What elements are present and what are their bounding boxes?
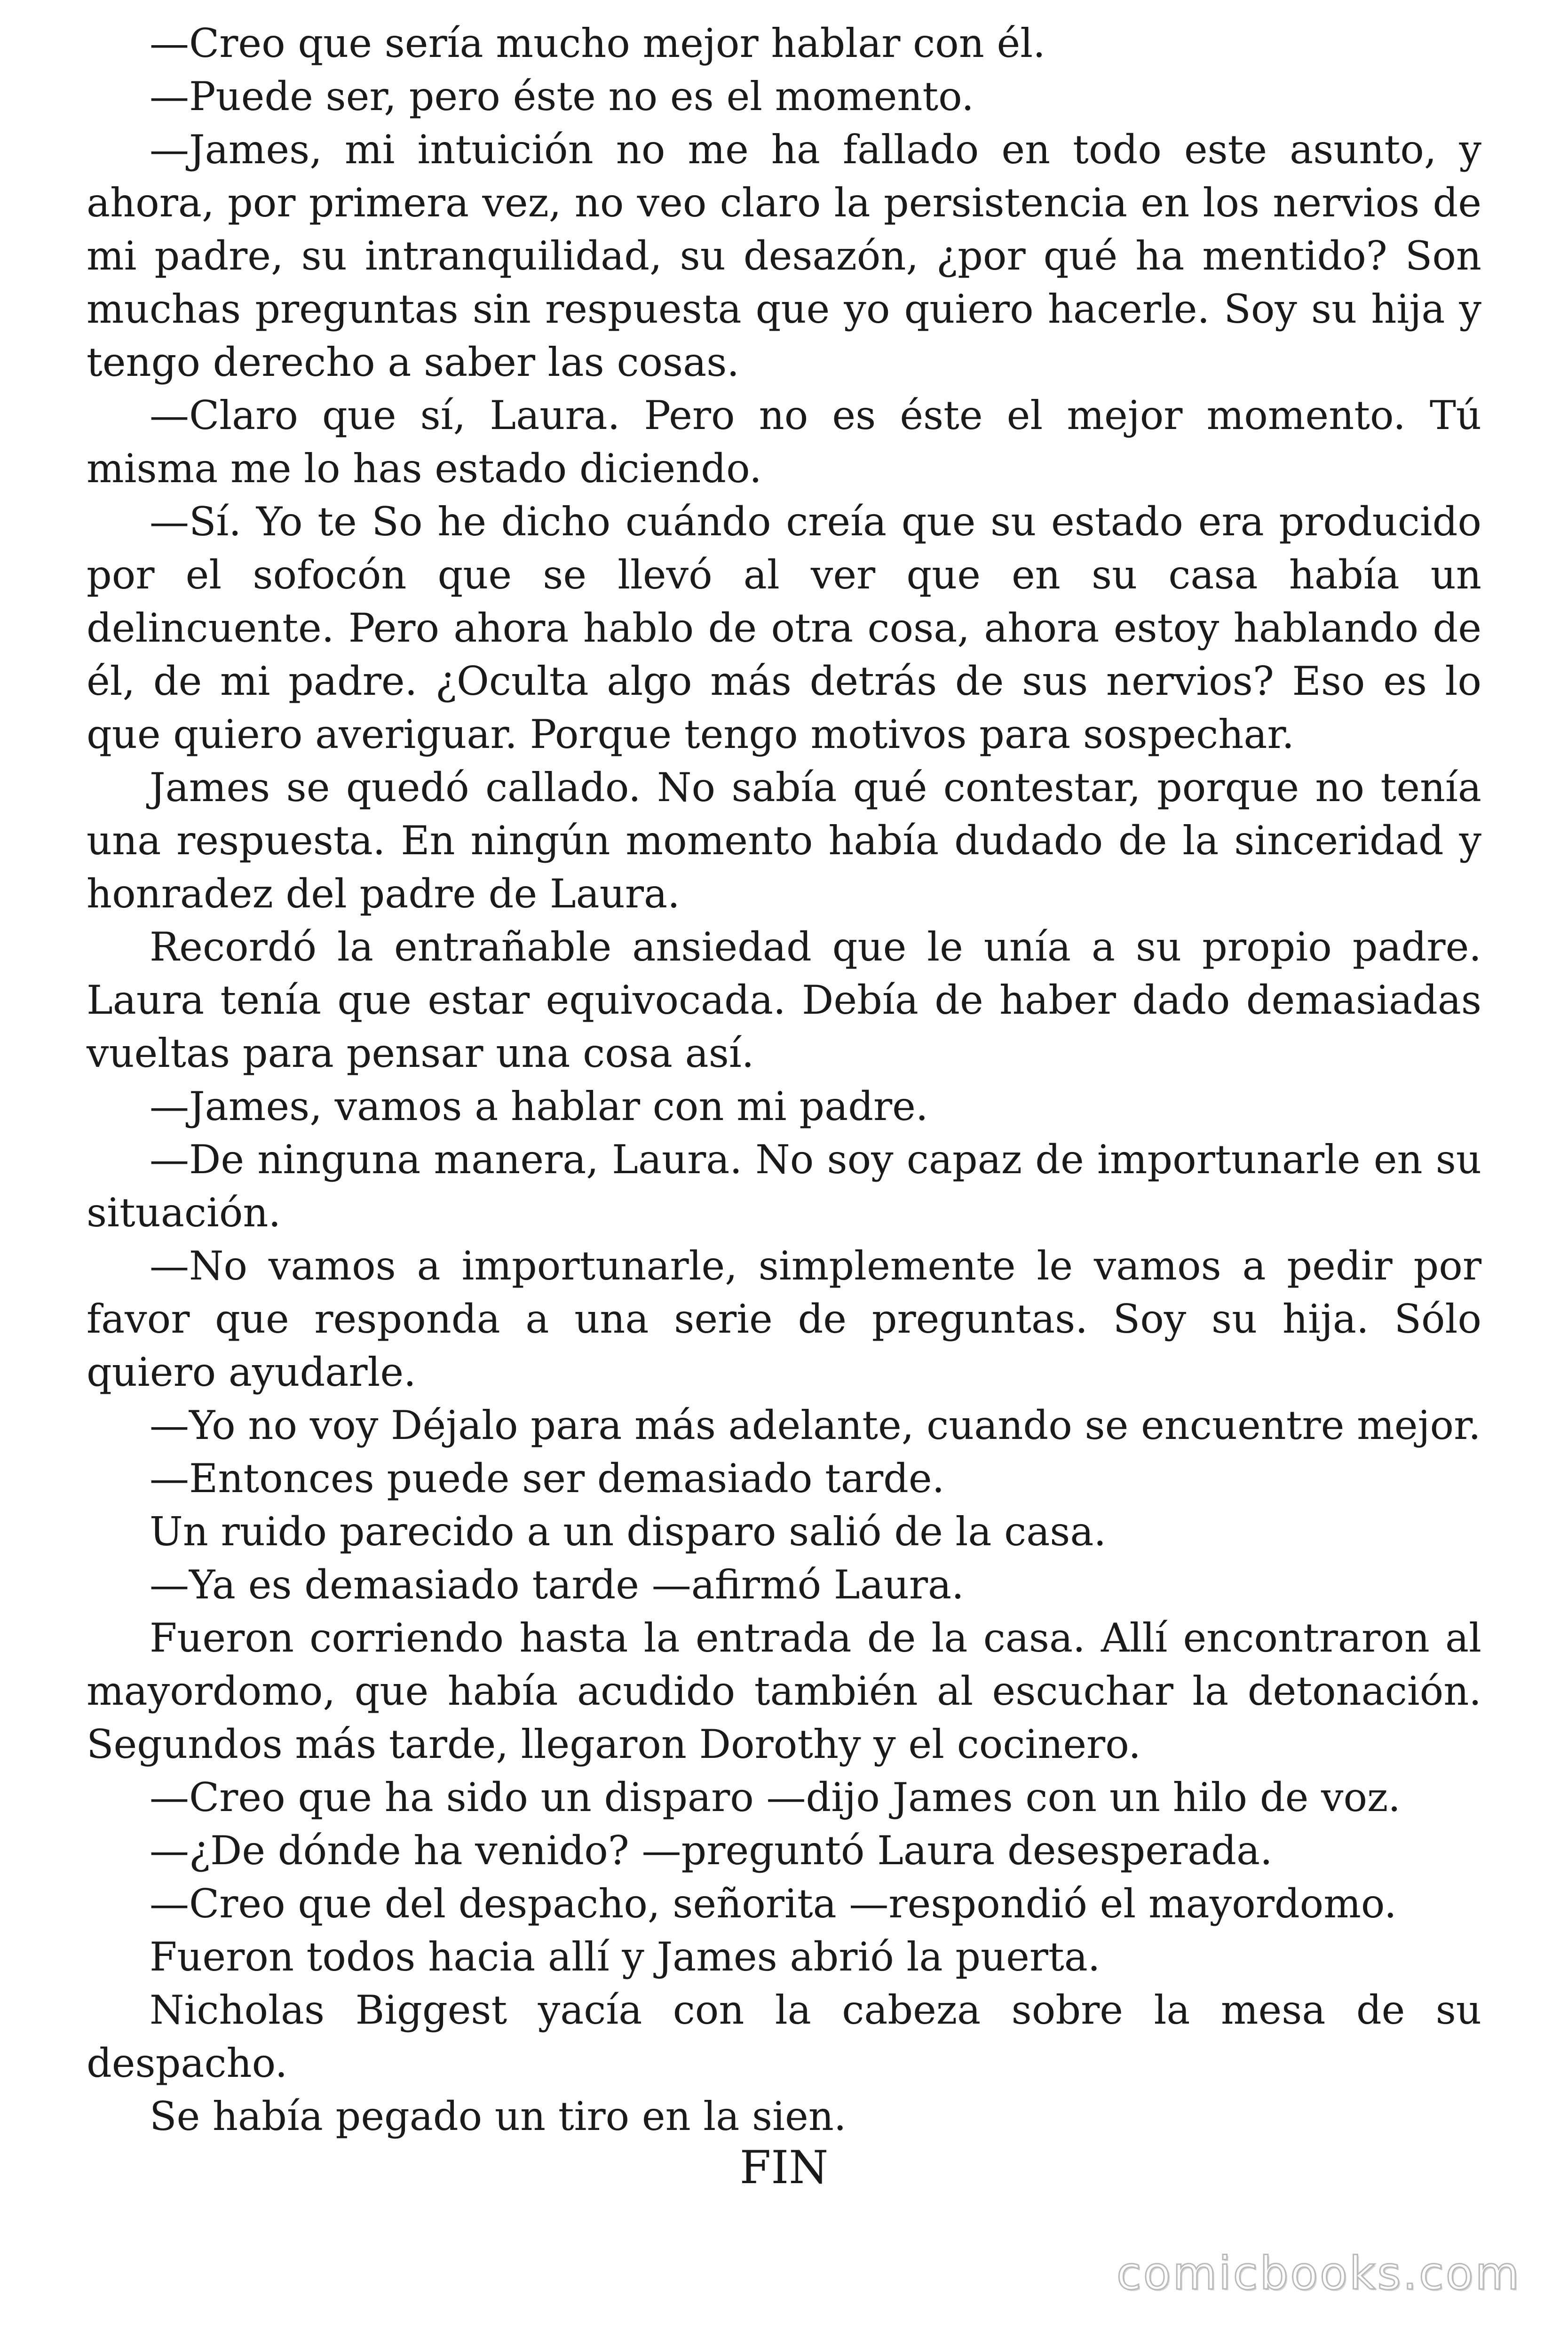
paragraph: —De ninguna manera, Laura. No soy capaz de importunarle en su situación. [87, 1136, 1481, 1236]
paragraph: James se quedó callado. No sabía qué contestar, porque no tenía una respuesta. En ningún momento había dudado de la sinceridad y honradez del padre de Laura. [87, 764, 1481, 917]
paragraph: Fueron todos hacia allí y James abrió la puerta. [150, 1934, 1101, 1980]
paragraph: —Creo que ha sido un disparo —dijo James con un hilo de voz. [150, 1774, 1401, 1820]
paragraph: Nicholas Biggest yacía con la cabeza sobre la mesa de su despacho. [87, 1987, 1481, 2086]
watermark: comicbooks.com [1116, 2247, 1521, 2300]
paragraph: —Creo que del despacho, señorita —respondió el mayordomo. [150, 1881, 1397, 1927]
paragraph: —Ya es demasiado tarde —afirmó Laura. [150, 1562, 964, 1608]
paragraph: —Claro que sí, Laura. Pero no es éste el mejor momento. Tú misma me lo has estado diciendo. [87, 392, 1481, 492]
paragraph: —¿De dónde ha venido? —preguntó Laura desesperada. [150, 1828, 1273, 1874]
paragraph: Recordó la entrañable ansiedad que le unía a su propio padre. Laura tenía que estar equivocada. Debía de haber dado demasiadas vueltas para pensar una cosa así. [87, 924, 1481, 1076]
paragraph: —James, vamos a hablar con mi padre. [150, 1083, 928, 1129]
end-mark: FIN [739, 2141, 829, 2194]
paragraph: Un ruido parecido a un disparo salió de la casa. [150, 1509, 1107, 1555]
paragraph: —Entonces puede ser demasiado tarde. [150, 1455, 945, 1502]
paragraph: —Yo no voy Déjalo para más adelante, cuando se encuentre mejor. [150, 1402, 1481, 1448]
paragraph: Fueron corriendo hasta la entrada de la casa. Allí encontraron al mayordomo, que había acudido también al escuchar la detonación. Segundos más tarde, llegaron Dorothy y el cocinero. [87, 1615, 1481, 1767]
paragraph: —Sí. Yo te So he dicho cuándo creía que su estado era producido por el sofocón que se llevó al ver que en su casa había un delincuente. Pero ahora hablo de otra cosa, ahora estoy hablando de él, de mi padre. ¿Oculta algo más detrás de sus nervios? Eso es lo que quiero averiguar. Porque tengo motivos para sospechar. [87, 499, 1481, 757]
paragraph: Se había pegado un tiro en la sien. [150, 2093, 847, 2139]
paragraph: —James, mi intuición no me ha fallado en todo este asunto, y ahora, por primera vez, no veo claro la persistencia en los nervios de mi padre, su intranquilidad, su desazón, ¿por qué ha mentido? Son muchas preguntas sin respuesta que yo quiero hacerle. Soy su hija y tengo derecho a saber las cosas. [87, 127, 1481, 385]
paragraph: —Creo que sería mucho mejor hablar con él. [150, 20, 1045, 66]
paragraph: —No vamos a importunarle, simplemente le vamos a pedir por favor que responda a una serie de preguntas. Soy su hija. Sólo quiero ayudarle. [87, 1243, 1481, 1395]
body-text [87, 17, 1481, 2143]
paragraph: —Puede ser, pero éste no es el momento. [150, 73, 974, 119]
